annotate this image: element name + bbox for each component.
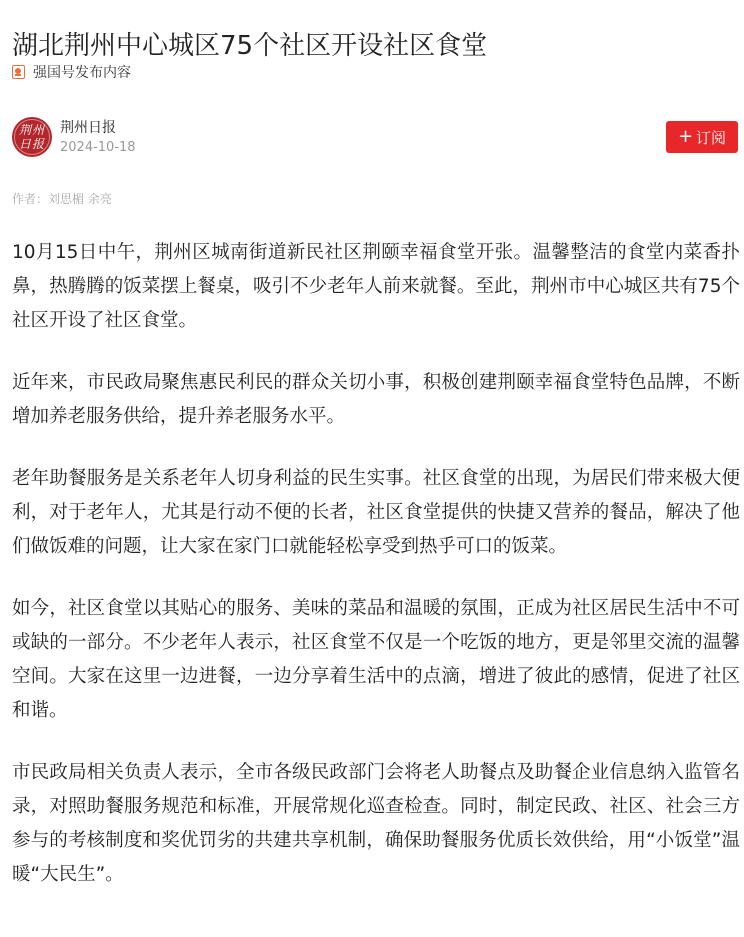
source-tag — [12, 62, 131, 82]
publish-date: 2024-10-18 — [60, 140, 136, 155]
plus-icon: + — [677, 126, 694, 147]
paragraph: 市民政局相关负责人表示，全市各级民政部门会将老人助餐点及助餐企业信息纳入监管名录，对照助餐服务规范和标准，开展常规化巡查检查。同时，制定民政、社区、社会三方参与的考核制度和奖优罚劣的共建共享机制，确保助餐服务优质长效供给，用“小饭堂”温暖“大民生”。 — [12, 762, 740, 885]
avatar[interactable] — [12, 117, 52, 157]
author-row — [12, 117, 738, 159]
badge-icon — [12, 65, 25, 79]
avatar-logo-text: 荆州日报 — [18, 123, 45, 151]
paragraph: 老年助餐服务是关系老年人切身利益的民生实事。社区食堂的出现，为居民们带来极大便利，对于老年人，尤其是行动不便的长者，社区食堂提供的快捷又营养的餐品，解决了他们做饭难的问题，让大家在家门口就能轻松享受到热乎可口的饭菜。 — [12, 468, 740, 557]
source-label: 强国号发布内容 — [33, 65, 131, 81]
article-title: 湖北荆州中心城区75个社区开设社区食堂 — [12, 31, 488, 62]
paragraph: 10月15日中午，荆州区城南街道新民社区荆颐幸福食堂开张。温馨整洁的食堂内菜香扑鼻，热腾腾的饭菜摆上餐桌，吸引不少老年人前来就餐。至此，荆州市中心城区共有75个社区开设了社区食堂。 — [12, 242, 740, 331]
byline: 作者：刘思楣 余亮 — [12, 192, 112, 206]
paragraph: 近年来，市民政局聚焦惠民利民的群众关切小事，积极创建荆颐幸福食堂特色品牌，不断增加养老服务供给，提升养老服务水平。 — [12, 372, 740, 427]
paragraph: 如今，社区食堂以其贴心的服务、美味的菜品和温暖的氛围，正成为社区居民生活中不可或缺的一部分。不少老年人表示，社区食堂不仅是一个吃饭的地方，更是邻里交流的温馨空间。大家在这里一边进餐，一边分享着生活中的点滴，增进了彼此的感情，促进了社区和谐。 — [12, 598, 740, 721]
subscribe-button[interactable] — [666, 121, 738, 153]
author-name[interactable]: 荆州日报 — [60, 120, 116, 136]
article-body — [12, 236, 740, 920]
subscribe-label: 订阅 — [696, 128, 727, 147]
